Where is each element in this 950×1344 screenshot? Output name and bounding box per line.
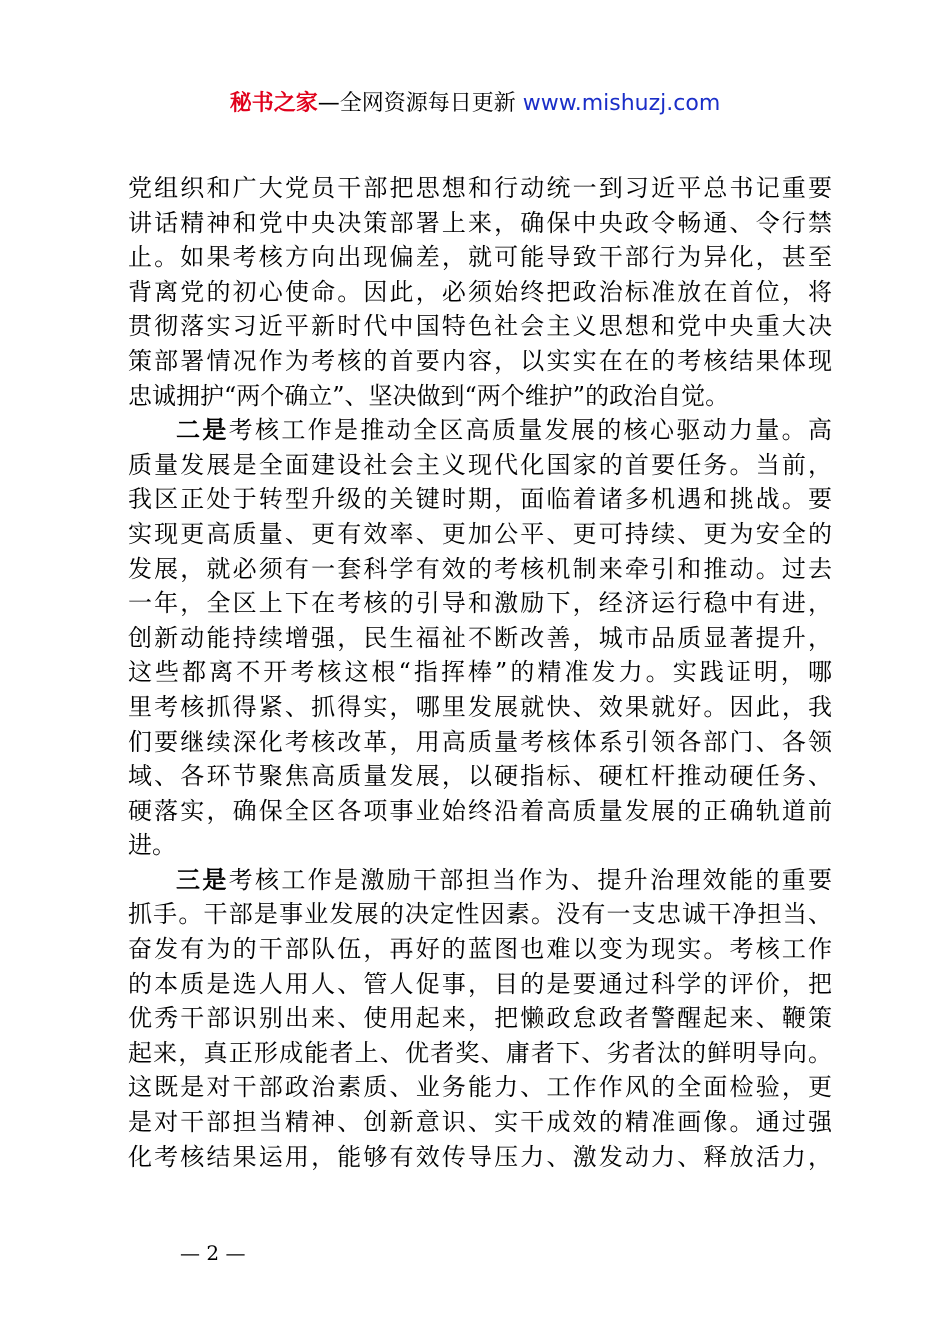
text-line: 优秀干部识别出来、使用起来，把懒政怠政者警醒起来、鞭策 bbox=[128, 1004, 832, 1033]
site-header bbox=[0, 88, 950, 120]
text-line: 党组织和广大党员干部把思想和行动统一到习近平总书记重要 bbox=[128, 174, 832, 202]
text-line: 里考核抓得紧、抓得实，哪里发展就快、效果就好。因此，我 bbox=[128, 692, 832, 721]
text-line: 止。如果考核方向出现偏差，就可能导致干部行为异化，甚至 bbox=[128, 243, 832, 272]
text-line: 发展，就必须有一套科学有效的考核机制来牵引和推动。过去 bbox=[128, 554, 832, 583]
paragraph bbox=[128, 413, 832, 863]
text-line: 创新动能持续增强，民生福祉不断改善，城市品质显著提升， bbox=[128, 623, 832, 652]
paragraph-lead: 三是 bbox=[176, 864, 229, 894]
paragraph bbox=[128, 863, 832, 1174]
paragraph bbox=[128, 171, 832, 413]
site-brand: 秘书之家 bbox=[229, 91, 318, 116]
text-line: 质量发展是全面建设社会主义现代化国家的首要任务。当前， bbox=[128, 450, 832, 479]
text-line: 忠诚拥护“两个确立”、坚决做到“两个维护”的政治自觉。 bbox=[128, 381, 730, 410]
text-line: 是对干部担当精神、创新意识、实干成效的精准画像。通过强 bbox=[128, 1108, 832, 1137]
text-line: 起来，真正形成能者上、优者奖、庸者下、劣者汰的鲜明导向。 bbox=[128, 1038, 832, 1067]
document-body bbox=[128, 171, 832, 1174]
text-line: 进。 bbox=[128, 831, 176, 860]
page-number: — 2 — bbox=[180, 1241, 246, 1265]
text-line: 背离党的初心使命。因此，必须始终把政治标准放在首位，将 bbox=[128, 277, 832, 306]
paragraph-first-line bbox=[128, 413, 832, 448]
text-line: 域、各环节聚焦高质量发展，以硬指标、硬杠杆推动硬任务、 bbox=[128, 762, 832, 791]
paragraph-lead: 二是 bbox=[176, 415, 229, 445]
text-line: 化考核结果运用，能够有效传导压力、激发动力、释放活力， bbox=[128, 1142, 832, 1171]
text-line: 实现更高质量、更有效率、更加公平、更可持续、更为安全的 bbox=[128, 519, 832, 548]
site-url-link[interactable]: www.mishuzj.com bbox=[522, 91, 721, 116]
text-line: 抓手。干部是事业发展的决定性因素。没有一支忠诚干净担当、 bbox=[128, 900, 832, 929]
text-line: 贯彻落实习近平新时代中国特色社会主义思想和党中央重大决 bbox=[128, 312, 832, 341]
text-line: 的本质是选人用人、管人促事，目的是要通过科学的评价，把 bbox=[128, 969, 832, 998]
text-line: 这些都离不开考核这根“指挥棒”的精准发力。实践证明，哪 bbox=[128, 658, 832, 687]
text-line: 奋发有为的干部队伍，再好的蓝图也难以变为现实。考核工作 bbox=[128, 935, 832, 964]
text-line: 这既是对干部政治素质、业务能力、工作作风的全面检验，更 bbox=[128, 1073, 832, 1102]
site-slogan: —全网资源每日更新 bbox=[317, 91, 516, 116]
text-line: 们要继续深化考核改革，用高质量考核体系引领各部门、各领 bbox=[128, 727, 832, 756]
paragraph-first-line bbox=[128, 863, 832, 898]
text-line: 一年，全区上下在考核的引导和激励下，经济运行稳中有进， bbox=[128, 589, 832, 618]
text-line: 我区正处于转型升级的关键时期，面临着诸多机遇和挑战。要 bbox=[128, 485, 832, 514]
paragraph-first-line-text: 考核工作是激励干部担当作为、提升治理效能的重要 bbox=[228, 865, 833, 894]
text-line: 硬落实，确保全区各项事业始终沿着高质量发展的正确轨道前 bbox=[128, 796, 832, 825]
paragraph-first-line-text: 考核工作是推动全区高质量发展的核心驱动力量。高 bbox=[228, 416, 833, 445]
text-line: 策部署情况作为考核的首要内容，以实实在在的考核结果体现 bbox=[128, 346, 832, 375]
text-line: 讲话精神和党中央决策部署上来，确保中央政令畅通、令行禁 bbox=[128, 208, 832, 237]
